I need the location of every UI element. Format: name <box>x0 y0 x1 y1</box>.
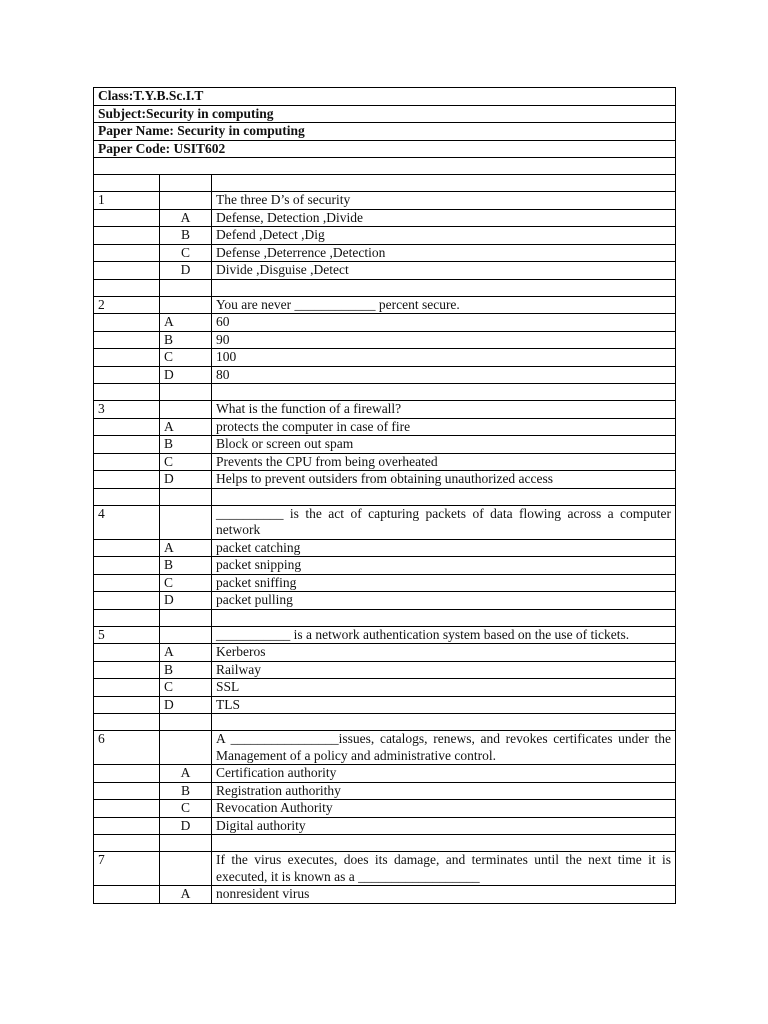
question-row <box>94 852 676 886</box>
option-text: SSL <box>212 679 676 697</box>
blank-cell <box>94 817 160 835</box>
blank-cell <box>160 505 212 539</box>
blank-cell <box>94 800 160 818</box>
option-letter: D <box>160 817 212 835</box>
blank-cell <box>212 835 676 852</box>
question-number: 1 <box>94 192 160 210</box>
blank-cell <box>94 384 160 401</box>
option-text: Digital authority <box>212 817 676 835</box>
option-letter: A <box>160 886 212 904</box>
blank-cell <box>94 609 160 626</box>
option-letter: B <box>160 661 212 679</box>
option-letter: A <box>160 209 212 227</box>
option-row <box>94 436 676 454</box>
blank-cell <box>94 262 160 280</box>
option-letter: A <box>160 765 212 783</box>
blank-cell <box>94 227 160 245</box>
option-letter: B <box>160 436 212 454</box>
option-letter: B <box>160 331 212 349</box>
option-text: 80 <box>212 366 676 384</box>
option-row <box>94 574 676 592</box>
blank-cell <box>94 158 676 175</box>
option-letter: A <box>160 539 212 557</box>
option-letter: B <box>160 782 212 800</box>
option-letter: C <box>160 679 212 697</box>
blank-row <box>94 488 676 505</box>
option-row <box>94 244 676 262</box>
option-letter: D <box>160 696 212 714</box>
option-letter: C <box>160 453 212 471</box>
blank-cell <box>160 279 212 296</box>
option-row <box>94 331 676 349</box>
blank-cell <box>94 209 160 227</box>
option-text: 100 <box>212 349 676 367</box>
blank-cell <box>160 401 212 419</box>
option-row <box>94 418 676 436</box>
option-row <box>94 782 676 800</box>
blank-cell <box>160 175 212 192</box>
blank-cell <box>94 471 160 489</box>
paper-name-label: Paper Name: Security in computing <box>94 123 676 141</box>
question-text: ___________ is a network authentication system based on the use of tickets. <box>212 626 676 644</box>
blank-cell <box>212 609 676 626</box>
option-text: Railway <box>212 661 676 679</box>
option-text: Defense ,Deterrence ,Detection <box>212 244 676 262</box>
question-text: What is the function of a firewall? <box>212 401 676 419</box>
blank-cell <box>94 592 160 610</box>
blank-cell <box>94 679 160 697</box>
option-row <box>94 227 676 245</box>
blank-cell <box>94 488 160 505</box>
option-letter: B <box>160 557 212 575</box>
blank-cell <box>212 384 676 401</box>
blank-row <box>94 279 676 296</box>
option-text: packet catching <box>212 539 676 557</box>
blank-row <box>94 175 676 192</box>
blank-cell <box>160 852 212 886</box>
paper-code-label: Paper Code: USIT602 <box>94 140 676 158</box>
blank-cell <box>94 453 160 471</box>
option-row <box>94 644 676 662</box>
option-letter: A <box>160 314 212 332</box>
blank-cell <box>212 279 676 296</box>
blank-cell <box>94 886 160 904</box>
option-text: nonresident virus <box>212 886 676 904</box>
question-text: If the virus executes, does its damage, and terminates until the next time it is executed, it is known as a __________________ <box>212 852 676 886</box>
blank-row <box>94 384 676 401</box>
blank-cell <box>94 418 160 436</box>
blank-cell <box>160 714 212 731</box>
question-text: You are never ____________ percent secure. <box>212 296 676 314</box>
blank-cell <box>160 731 212 765</box>
option-text: Prevents the CPU from being overheated <box>212 453 676 471</box>
option-letter: D <box>160 366 212 384</box>
option-letter: D <box>160 262 212 280</box>
option-text: packet pulling <box>212 592 676 610</box>
question-row <box>94 401 676 419</box>
blank-cell <box>94 331 160 349</box>
option-text: Registration authorithy <box>212 782 676 800</box>
header-class-row <box>94 88 676 106</box>
header-subject-row <box>94 105 676 123</box>
blank-cell <box>94 349 160 367</box>
option-row <box>94 557 676 575</box>
blank-cell <box>94 835 160 852</box>
option-letter: A <box>160 418 212 436</box>
question-paper-table <box>93 87 676 904</box>
option-text: packet sniffing <box>212 574 676 592</box>
question-row <box>94 731 676 765</box>
blank-cell <box>94 314 160 332</box>
option-text: Helps to prevent outsiders from obtaining unauthorized access <box>212 471 676 489</box>
blank-row <box>94 835 676 852</box>
blank-cell <box>160 835 212 852</box>
option-text: packet snipping <box>212 557 676 575</box>
question-number: 3 <box>94 401 160 419</box>
option-row <box>94 471 676 489</box>
option-row <box>94 696 676 714</box>
blank-cell <box>94 244 160 262</box>
subject-label: Subject:Security in computing <box>94 105 676 123</box>
blank-cell <box>94 175 160 192</box>
option-row <box>94 366 676 384</box>
option-row <box>94 886 676 904</box>
option-row <box>94 817 676 835</box>
blank-cell <box>94 714 160 731</box>
blank-cell <box>94 279 160 296</box>
blank-cell <box>160 488 212 505</box>
option-row <box>94 209 676 227</box>
blank-cell <box>94 366 160 384</box>
option-letter: D <box>160 592 212 610</box>
blank-cell <box>160 296 212 314</box>
option-letter: C <box>160 800 212 818</box>
option-row <box>94 800 676 818</box>
blank-row <box>94 714 676 731</box>
option-row <box>94 349 676 367</box>
option-row <box>94 539 676 557</box>
blank-cell <box>94 557 160 575</box>
question-number: 5 <box>94 626 160 644</box>
option-text: Defend ,Detect ,Dig <box>212 227 676 245</box>
question-row <box>94 505 676 539</box>
question-text: The three D’s of security <box>212 192 676 210</box>
header-paper-name-row <box>94 123 676 141</box>
question-number: 4 <box>94 505 160 539</box>
option-text: Divide ,Disguise ,Detect <box>212 262 676 280</box>
blank-cell <box>94 661 160 679</box>
option-row <box>94 314 676 332</box>
question-number: 7 <box>94 852 160 886</box>
option-row <box>94 453 676 471</box>
option-letter: A <box>160 644 212 662</box>
blank-cell <box>94 765 160 783</box>
blank-cell <box>212 714 676 731</box>
class-label: Class:T.Y.B.Sc.I.T <box>94 88 676 106</box>
option-text: Kerberos <box>212 644 676 662</box>
question-row <box>94 192 676 210</box>
question-row <box>94 296 676 314</box>
option-letter: C <box>160 244 212 262</box>
question-text: A ________________issues, catalogs, renews, and revokes certificates under the Management of a policy and administrative control. <box>212 731 676 765</box>
option-row <box>94 262 676 280</box>
blank-cell <box>94 436 160 454</box>
blank-row <box>94 609 676 626</box>
option-text: 90 <box>212 331 676 349</box>
option-text: Certification authority <box>212 765 676 783</box>
option-row <box>94 765 676 783</box>
option-row <box>94 592 676 610</box>
option-text: Block or screen out spam <box>212 436 676 454</box>
option-row <box>94 679 676 697</box>
blank-cell <box>160 609 212 626</box>
question-text: __________ is the act of capturing packets of data flowing across a computer network <box>212 505 676 539</box>
question-row <box>94 626 676 644</box>
question-number: 2 <box>94 296 160 314</box>
option-text: protects the computer in case of fire <box>212 418 676 436</box>
option-letter: C <box>160 349 212 367</box>
question-number: 6 <box>94 731 160 765</box>
option-text: TLS <box>212 696 676 714</box>
blank-cell <box>94 696 160 714</box>
header-paper-code-row <box>94 140 676 158</box>
blank-cell <box>160 384 212 401</box>
option-text: Revocation Authority <box>212 800 676 818</box>
option-text: Defense, Detection ,Divide <box>212 209 676 227</box>
blank-row <box>94 158 676 175</box>
blank-cell <box>160 192 212 210</box>
blank-cell <box>212 175 676 192</box>
blank-cell <box>94 782 160 800</box>
blank-cell <box>212 488 676 505</box>
blank-cell <box>160 626 212 644</box>
option-letter: D <box>160 471 212 489</box>
option-letter: C <box>160 574 212 592</box>
blank-cell <box>94 574 160 592</box>
blank-cell <box>94 539 160 557</box>
blank-cell <box>94 644 160 662</box>
option-row <box>94 661 676 679</box>
option-letter: B <box>160 227 212 245</box>
option-text: 60 <box>212 314 676 332</box>
